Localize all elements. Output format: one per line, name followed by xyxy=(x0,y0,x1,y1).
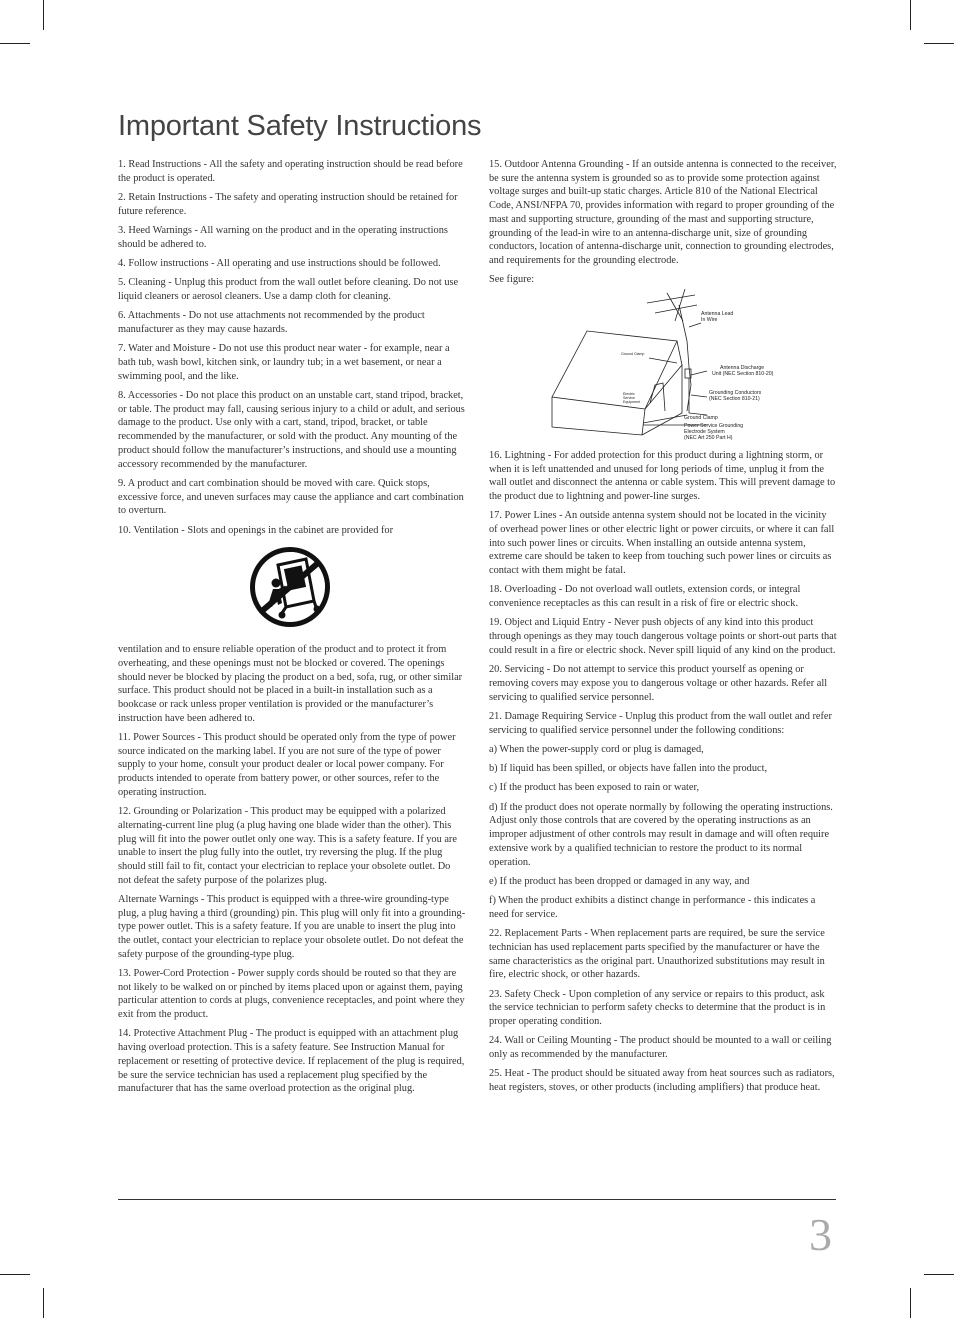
cart-warning-figure xyxy=(118,543,466,637)
instruction-paragraph: d) If the product does not operate normally by following the operating instructions. Adjust only those controls that are covered by the operating instructions as an improper adjustment of other controls may result in damage and will often require extensive work by a qualified technician to restore the product to its normal operation. xyxy=(489,801,833,868)
instruction-paragraph: 17. Power Lines - An outside antenna system should not be located in the vicinity of overhead power lines or other electric light or power circuits, or where it can fall into such power lines or circuits. When installing an outside antenna system, extreme care should be taken to keep from touching such power lines or circuits as contact with them might be fatal. xyxy=(489,510,835,577)
page-title: Important Safety Instructions xyxy=(118,110,482,142)
instruction-paragraph: 19. Object and Liquid Entry - Never push objects of any kind into this product through openings as they may touch dangerous voltage points or short-out parts that could result in a fire or electric shock. Never spill liquid of any kind on the product. xyxy=(489,617,837,656)
instruction-paragraph: 14. Protective Attachment Plug - The product is equipped with an attachment plug having overload protection. This is a safety feature. See Instruction Manual for replacement or resetting of protective device. If replacement of the plug is required, be sure the service technician has used a replacement plug specified by the manufacturer that has the same overload protection as the original plug. xyxy=(118,1028,465,1095)
instruction-paragraph: 16. Lightning - For added protection for this product during a lightning storm, or when it is left unattended and unused for long periods of time, unplug it from the wall outlet and disconnect the antenna or cable system. This will prevent damage to the product due to lightning and power-line surges. xyxy=(489,449,836,503)
instruction-paragraph: 7. Water and Moisture - Do not use this product near water - for example, near a bath tub, wash bowl, kitchen sink, or laundry tub; in a wet basement, or near a swimming pool, and the like. xyxy=(118,343,450,382)
instruction-paragraph: 10. Ventilation - Slots and openings in the cabinet are provided for xyxy=(118,524,394,536)
instruction-paragraph: Alternate Warnings - This product is equipped with a three-wire grounding-type plug, a plug having a third (grounding) pin. This plug will only fit into a grounding-type power outlet. This is a safety feature. If you are unable to insert the plug into the outlet, contact your electrician to replace your obsolete outlet. Do not defeat the safety purpose of the grounding-type plug. xyxy=(118,893,466,960)
figure-label: Ground Clamp xyxy=(621,351,645,356)
instruction-paragraph: See figure: xyxy=(489,274,535,286)
instruction-paragraph: 3. Heed Warnings - All warning on the product and in the operating instructions should be adhered to. xyxy=(118,225,448,250)
figure-label: In Wire xyxy=(701,316,718,323)
crop-mark xyxy=(924,43,954,44)
figure-label: Unit (NEC Section 810-20) xyxy=(712,370,774,377)
figure-label: Ground Clamp xyxy=(684,414,718,421)
instruction-paragraph: ventilation and to ensure reliable operation of the product and to protect it from overheating, and these openings must not be blocked or covered. The openings should never be blocked by placing the product on a bed, sofa, rug, or other similar surface. This product should not be placed in a built-in installation such as a bookcase or rack unless proper ventilation is provided or the manufacturer’s instruction have been adhered to. xyxy=(118,644,463,724)
instruction-paragraph: c) If the product has been exposed to rain or water, xyxy=(489,782,700,794)
instruction-paragraph: 22. Replacement Parts - When replacement parts are required, be sure the service technician has used replacement parts specified by the manufacturer or have the same characteristics as the original part. Unauthorized substitutions may result in fire, electric shock, or other hazards. xyxy=(489,928,825,981)
crop-mark xyxy=(924,1274,954,1275)
instruction-paragraph: 8. Accessories - Do not place this product on an unstable cart, stand tripod, bracket, or table. The product may fall, causing serious injury to a child or adult, and serious damage to the product. Use only with a cart, stand, tripod, bracket, or table recommended by the manufacturer, or sold with the product. Any mounting of the product should follow the manufacturer’s instructions, and should use a mounting accessory recommended by the manufacturer. xyxy=(118,390,465,470)
crop-mark xyxy=(910,1288,911,1318)
crop-mark xyxy=(910,0,911,30)
instruction-paragraph: f) When the product exhibits a distinct change in performance - this indicates a need for service. xyxy=(489,895,816,920)
figure-label: Electric xyxy=(623,391,635,396)
instruction-paragraph: 11. Power Sources - This product should be operated only from the type of power source indicated on the marking label. If you are not sure of the type of power supply to your home, consult your product dealer or local power company. For products intended to operate from battery power, or other sources, refer to the operating instruction. xyxy=(118,732,456,798)
instruction-paragraph: 20. Servicing - Do not attempt to service this product yourself as opening or removing covers may expose you to dangerous voltage or other hazards. Refer all servicing to qualified service personnel. xyxy=(489,664,828,703)
instruction-paragraph: 24. Wall or Ceiling Mounting - The product should be mounted to a wall or ceiling only as recommended by the manufacturer. xyxy=(489,1035,832,1060)
instruction-paragraph: 25. Heat - The product should be situated away from heat sources such as radiators, heat registers, stoves, or other products (including amplifiers) that produce heat. xyxy=(489,1068,835,1093)
figure-label: Antenna Discharge xyxy=(720,364,765,371)
instruction-paragraph: a) When the power-supply cord or plug is damaged, xyxy=(489,743,704,755)
instruction-paragraph: 12. Grounding or Polarization - This product may be equipped with a polarized alternating-current line plug (a plug having one blade wider than the other). This plug will fit into the power outlet only one way. This is a safety feature. If you are unable to insert the plug fully into the outlet, try reversing the plug. If the plug should still fail to fit, contact your electrician to replace your obsolete outlet. Do not defeat the safety purpose of the polarizes plug. xyxy=(118,806,457,886)
antenna-grounding-figure xyxy=(489,293,837,443)
instruction-paragraph: 5. Cleaning - Unplug this product from the wall outlet before cleaning. Do not use liquid cleaners or aerosol cleaners. Use a damp cloth for cleaning. xyxy=(118,277,459,302)
crop-mark xyxy=(43,0,44,30)
instruction-paragraph: 21. Damage Requiring Service - Unplug this product from the wall outlet and refer servicing to qualified service personnel under the following conditions: xyxy=(489,710,832,736)
figure-label: Grounding Conductors xyxy=(709,389,762,396)
figure-label: Power Service Grounding xyxy=(684,422,744,429)
page-number: 3 xyxy=(809,1209,832,1260)
figure-label: Antenna Lead xyxy=(701,310,734,317)
instruction-paragraph: 13. Power-Cord Protection - Power supply cords should be routed so that they are not likely to be walked on or pinched by items placed upon or against them, paying particular attention to cords at plugs, convenience receptacles, and point where they exit from the product. xyxy=(118,968,465,1021)
instruction-paragraph: 4. Follow instructions - All operating and use instructions should be followed. xyxy=(118,258,441,269)
crop-mark xyxy=(0,1274,30,1275)
crop-mark xyxy=(43,1288,44,1318)
crop-mark xyxy=(0,43,30,44)
instruction-paragraph: 2. Retain Instructions - The safety and operating instruction should be retained for future reference. xyxy=(118,192,458,217)
instruction-paragraph: b) If liquid has been spilled, or objects have fallen into the product, xyxy=(489,763,768,775)
figure-label: Service xyxy=(623,395,635,400)
antenna-grounding-diagram xyxy=(547,285,787,441)
instruction-paragraph: 15. Outdoor Antenna Grounding - If an outside antenna is connected to the receiver, be sure the antenna system is grounded so as to provide some protection against voltage surges and built-up static charges. Article 810 of the National Electrical Code, ANSI/NFPA 70, provides information with regard to proper grounding of the mast and supporting structure, grounding of the mast and supporting structure, grounding of the lead-in wire to an antenna-discharge unit, size of grounding conductors, location of antenna-discharge unit, connection to grounding electrodes, and requirements for the grounding electrode. xyxy=(489,159,837,266)
instruction-paragraph: 9. A product and cart combination should be moved with care. Quick stops, excessive force, and uneven surfaces may cause the appliance and cart combination to overturn. xyxy=(118,477,464,517)
right-column xyxy=(489,158,837,1100)
figure-label: (NEC Section 810-21) xyxy=(709,395,760,402)
cart-tipover-icon xyxy=(246,543,334,631)
footer-divider xyxy=(118,1199,836,1200)
figure-label: Equipment xyxy=(623,399,641,404)
figure-label: Electrode System xyxy=(684,428,725,435)
instruction-paragraph: 1. Read Instructions - All the safety and operating instruction should be read before the product is operated. xyxy=(118,159,463,184)
instruction-paragraph: e) If the product has been dropped or damaged in any way, and xyxy=(489,875,750,887)
instruction-paragraph: 18. Overloading - Do not overload wall outlets, extension cords, or integral convenience receptacles as this can result in a risk of fire or electric shock. xyxy=(489,584,801,610)
left-column xyxy=(118,158,466,1102)
instruction-paragraph: 6. Attachments - Do not use attachments not recommended by the product manufacturer as they may cause hazards. xyxy=(118,310,425,335)
instruction-paragraph: 23. Safety Check - Upon completion of any service or repairs to this product, ask the service technician to perform safety checks to determine that the product is in proper operating condition. xyxy=(489,988,826,1027)
figure-label: (NEC Art 250 Part H) xyxy=(684,434,733,441)
